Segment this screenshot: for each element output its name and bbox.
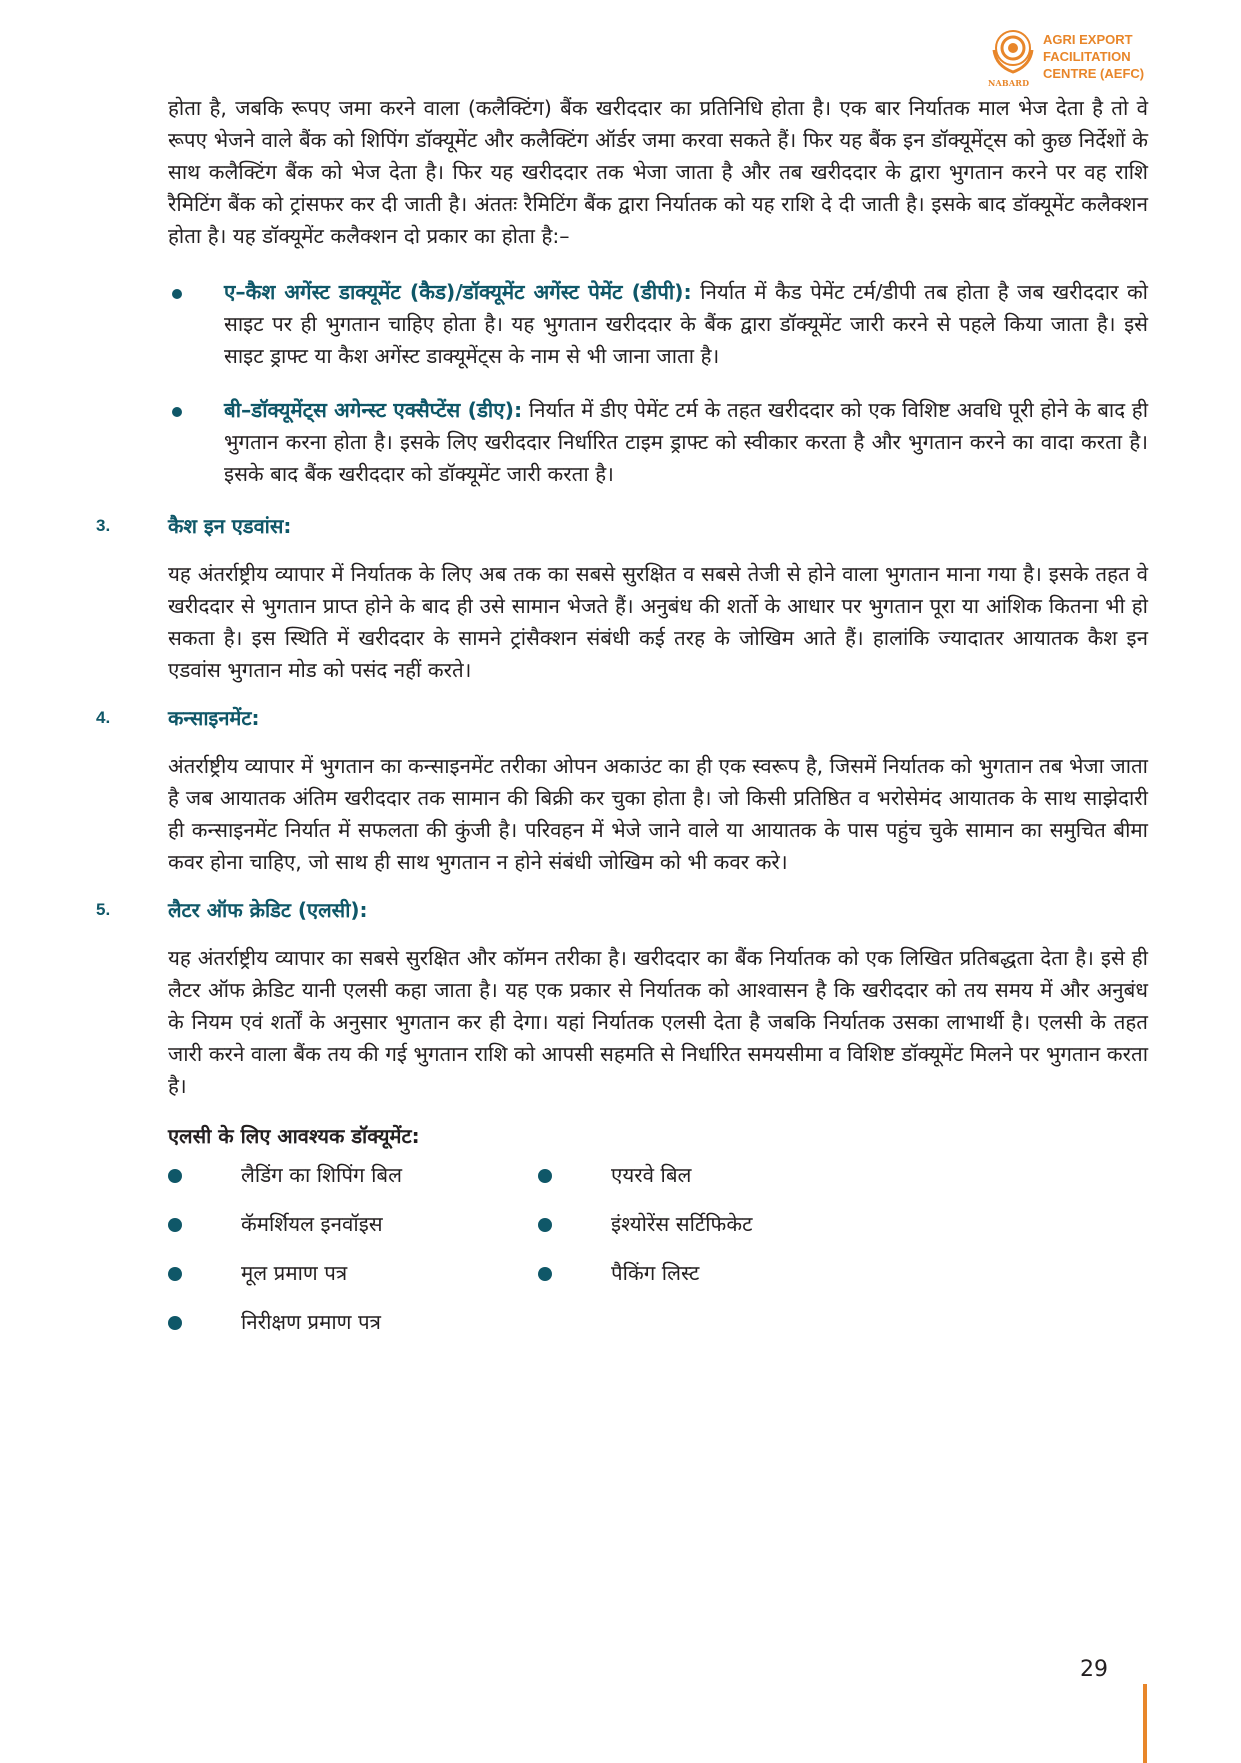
org-name-line: FACILITATION <box>1043 49 1131 64</box>
list-item-text: मूल प्रमाण पत्र <box>241 1261 348 1285</box>
list-item <box>538 1208 938 1240</box>
list-item <box>538 1257 938 1289</box>
bullet-icon <box>172 407 182 417</box>
section-title: कैश इन एडवांस: <box>168 514 292 538</box>
aefc-logo <box>988 28 1228 88</box>
list-item-text: निरीक्षण प्रमाण पत्र <box>241 1310 381 1334</box>
bullet-icon <box>168 1218 182 1232</box>
list-item <box>168 394 1148 490</box>
list-item-text: कॅमर्शियल इनवॉइस <box>241 1212 383 1236</box>
section-letter-of-credit <box>96 896 1148 1102</box>
list-item-body: निर्यात में डीए पेमेंट टर्म के तहत खरीददार को एक विशिष्ट अवधि पूरी होने के बाद ही भुगतान करना होता है। इसके लिए खरीददार निर्धारित टाइम ड्राफ्ट को स्वीकार करता है और भुगतान करने का वादा करता है। इसके बाद बैंक खरीददार को डॉक्यूमेंट जारी करता है। <box>224 398 1149 486</box>
list-item-text: पैकिंग लिस्ट <box>611 1261 700 1285</box>
org-name-line: AGRI EXPORT <box>1043 32 1133 47</box>
list-item <box>538 1159 938 1191</box>
page-content <box>96 92 1149 1338</box>
collection-types-list <box>168 276 1148 490</box>
section-heading <box>96 704 1148 740</box>
section-body: अंतर्राष्ट्रीय व्यापार में भुगतान का कन्साइनमेंट तरीका ओपन अकाउंट का ही एक स्वरूप है, जिसमें निर्यातक को भुगतान तब भेजा जाता है जब आयातक अंतिम खरीददार तक सामान की बिक्री कर चुका होता है। जो किसी प्रतिष्ठित व भरोसेमंद आयातक के साथ साझेदारी ही कन्साइनमेंट निर्यात में सफलता की कुंजी है। परिवहन में भेजे जाने वाले या आयातक के पास पहुंच चुके सामान का समुचित बीमा कवर होना चाहिए, जो साथ ही साथ भुगतान न होने संबंधी जोखिम को भी कवर करे। <box>168 754 1148 874</box>
bullet-icon <box>538 1267 552 1281</box>
list-item-text: एयरवे बिल <box>611 1163 692 1187</box>
list-item-body: निर्यात में कैड पेमेंट टर्म/डीपी तब होता है जब खरीददार को साइट पर ही भुगतान चाहिए होता है। यह भुगतान खरीददार के बैंक द्वारा डॉक्यूमेंट जारी करने से पहले किया जाता है। इसे साइट ड्राफ्ट या कैश अगेंस्ट डाक्यूमेंट्स के नाम से भी जाना जाता है। <box>224 280 1148 368</box>
list-item <box>168 1257 538 1289</box>
section-title: लैटर ऑफ क्रेडिट (एलसी): <box>168 898 368 922</box>
page-number-divider <box>1143 1684 1147 1763</box>
section-consignment <box>96 704 1148 878</box>
section-number: 5. <box>96 900 111 919</box>
org-name <box>1043 31 1144 82</box>
list-item-text <box>224 276 1148 372</box>
org-name-line: CENTRE (AEFC) <box>1043 66 1145 81</box>
section-heading <box>96 512 1148 548</box>
list-item <box>168 1159 538 1191</box>
list-item-title: बी–डॉक्यूमेंट्स अगेन्स्ट एक्सैप्टेंस (डीए): <box>224 398 523 422</box>
list-item-title: ए–कैश अगेंस्ट डाक्यूमेंट (कैड)/डॉक्यूमेंट अगेंस्ट पेमेंट (डीपी): <box>224 280 692 304</box>
section-number: 4. <box>96 708 111 727</box>
section-title: कन्साइनमेंट: <box>168 706 260 730</box>
bullet-icon <box>168 1169 182 1183</box>
lc-documents-heading: एलसी के लिए आवश्यक डॉक्यूमेंट: <box>168 1124 420 1148</box>
section-number: 3. <box>96 516 111 535</box>
lc-documents-list <box>168 1159 1148 1338</box>
bullet-icon <box>538 1218 552 1232</box>
intro-paragraph: होता है, जबकि रूपए जमा करने वाला (कलैक्टिंग) बैंक खरीददार का प्रतिनिधि होता है। एक बार निर्यातक माल भेज देता है तो वे रूपए भेजने वाले बैंक को शिपिंग डॉक्यूमेंट और कलैक्टिंग ऑर्डर जमा करवा सकते हैं। फिर यह बैंक इन डॉक्यूमेंट्स को कुछ निर्देशों के साथ कलैक्टिंग बैंक को भेज देता है। फिर यह खरीददार तक भेजा जाता है और तब खरीददार के द्वारा भुगतान करने पर वह राशि रैमिटिंग बैंक को ट्रांसफर कर दी जाती है। अंततः रैमिटिंग बैंक द्वारा निर्यातक को यह राशि दे दी जाती है। इसके बाद डॉक्यूमेंट कलैक्शन होता है। यह डॉक्यूमेंट कलैक्शन दो प्रकार का होता है:– <box>168 96 1148 248</box>
list-item <box>168 1306 538 1338</box>
nabard-label: NABARD <box>988 78 1030 88</box>
section-heading <box>96 896 1148 932</box>
list-item-text <box>224 394 1148 490</box>
bullet-icon <box>538 1169 552 1183</box>
list-item <box>168 1208 538 1240</box>
list-item <box>168 276 1148 372</box>
section-body: यह अंतर्राष्ट्रीय व्यापार का सबसे सुरक्षित और कॉमन तरीका है। खरीददार का बैंक निर्यातक को एक लिखित प्रतिबद्धता देता है। इसे ही लैटर ऑफ क्रेडिट यानी एलसी कहा जाता है। यह एक प्रकार से निर्यातक को आश्वासन है कि खरीददार को तय समय में और अनुबंध के नियम एवं शर्तों के अनुसार भुगतान कर ही देगा। यहां निर्यातक एलसी देता है जबकि निर्यातक उसका लाभार्थी है। एलसी के तहत जारी करने वाला बैंक तय की गई भुगतान राशि को आपसी सहमति से निर्धारित समयसीमा व विशिष्ट डॉक्यूमेंट मिलने पर भुगतान करता है। <box>168 946 1148 1098</box>
section-cash-in-advance <box>96 512 1148 686</box>
list-item-text: लैडिंग का शिपिंग बिल <box>241 1163 402 1187</box>
page-number: 29 <box>1080 1657 1108 1682</box>
bullet-icon <box>168 1316 182 1330</box>
nabard-emblem-icon <box>988 28 1038 84</box>
bullet-icon <box>168 1267 182 1281</box>
list-item-text: इंश्योरेंस सर्टिफिकेट <box>611 1212 753 1236</box>
bullet-icon <box>172 289 182 299</box>
section-body: यह अंतर्राष्ट्रीय व्यापार में निर्यातक के लिए अब तक का सबसे सुरक्षित व सबसे तेजी से होने वाला भुगतान माना गया है। इसके तहत वे खरीददार से भुगतान प्राप्त होने के बाद ही उसे सामान भेजते हैं। अनुबंध की शर्तो के आधार पर भुगतान पूरा या आंशिक कितना भी हो सकता है। इस स्थिति में खरीददार के सामने ट्रांसैक्शन संबंधी कई तरह के जोखिम आते हैं। हालांकि ज्यादातर आयातक कैश इन एडवांस भुगतान मोड को पसंद नहीं करते। <box>168 562 1148 682</box>
